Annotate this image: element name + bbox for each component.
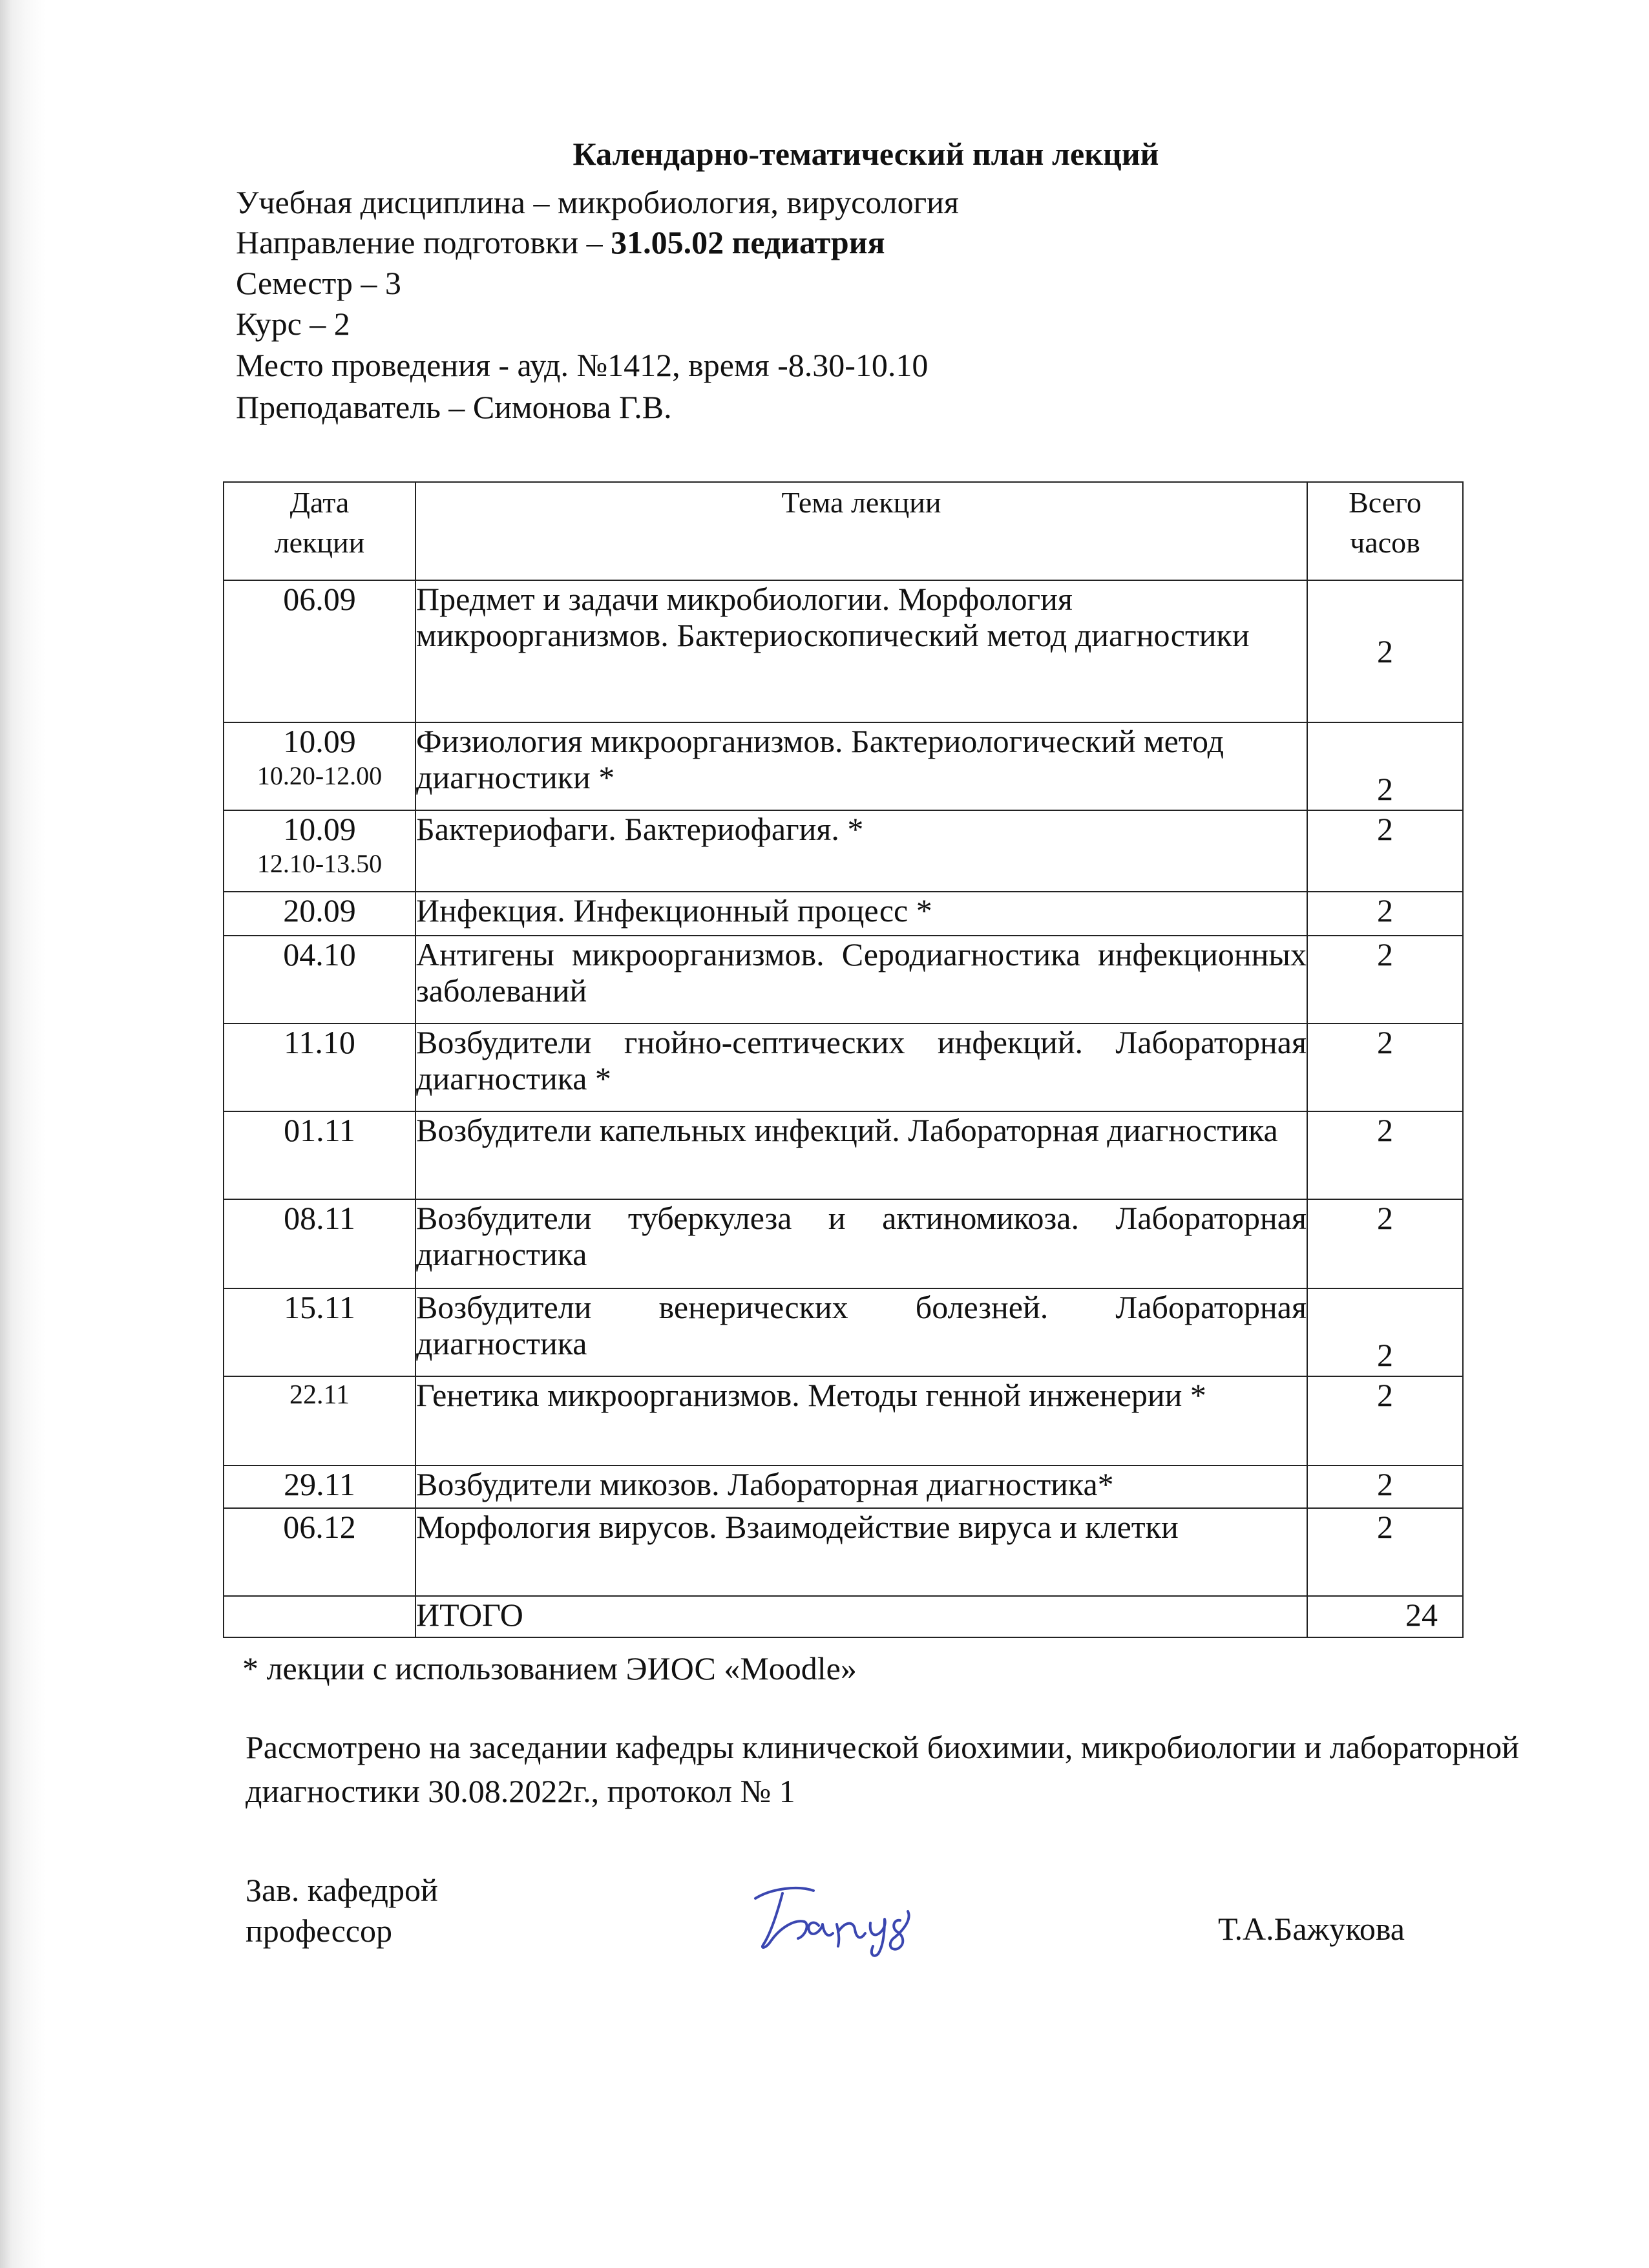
row-date: 22.11 [224,1376,415,1465]
header-date: Дата лекции [224,482,415,580]
teacher-line: Преподаватель – Симонова Г.В. [236,389,672,425]
row-hours: 2 [1307,1199,1463,1288]
row-hours: 2 [1307,580,1463,722]
table-row [224,936,1463,1024]
row-hours: 2 [1307,1508,1463,1596]
total-row [224,1596,1463,1637]
document-title: Календарно-тематический план лекций [572,136,1159,172]
row-hours: 2 [1307,1024,1463,1111]
place-time-line: Место проведения - ауд. №1412, время -8.30-10.10 [236,347,929,383]
table-row [224,580,1463,722]
scan-edge-shadow [0,0,45,2268]
row-topic: Физиология микроорганизмов. Бактериологический метод диагностики * [415,722,1307,810]
row-topic: Возбудители туберкулеза и актиномикоза. Лабораторная диагностика [415,1199,1307,1288]
table-header-row [224,482,1463,580]
row-hours: 2 [1307,1376,1463,1465]
table-row [224,1508,1463,1596]
row-topic: Антигены микроорганизмов. Серодиагностика инфекционных заболеваний [415,936,1307,1024]
row-date: 10.09 12.10-13.50 [224,810,415,892]
header-hours: Всего часов [1307,482,1463,580]
table-row [224,1199,1463,1288]
lecture-plan-table [223,481,1464,1638]
row-hours: 2 [1307,722,1463,810]
footnote: * лекции с использованием ЭИОС «Moodle» [242,1650,857,1686]
handwritten-signature [746,1874,960,1958]
row-hours: 2 [1307,1288,1463,1376]
row-topic: Возбудители микозов. Лабораторная диагностика* [415,1465,1307,1508]
course-line: Курс – 2 [236,306,350,342]
row-topic: Возбудители гнойно-септических инфекций. Лабораторная диагностика * [415,1024,1307,1111]
signer-name: Т.А.Бажукова [1218,1911,1405,1947]
row-date: 10.09 10.20-12.00 [224,722,415,810]
row-hours: 2 [1307,936,1463,1024]
signoff-rank: профессор [246,1913,392,1949]
direction-line [236,223,885,262]
row-date: 15.11 [224,1288,415,1376]
header-topic: Тема лекции [415,482,1307,580]
total-date [224,1596,415,1637]
row-date: 29.11 [224,1465,415,1508]
row-topic: Инфекция. Инфекционный процесс * [415,892,1307,936]
row-time: 12.10-13.50 [257,849,383,878]
direction-prefix: Направление подготовки – [236,224,611,260]
table-row [224,1111,1463,1199]
row-date: 04.10 [224,936,415,1024]
table-row [224,1465,1463,1508]
row-date: 20.09 [224,892,415,936]
semester-line: Семестр – 3 [236,265,401,301]
row-hours: 2 [1307,892,1463,936]
discipline-line: Учебная дисциплина – микробиология, вирусология [236,184,959,220]
direction-value: 31.05.02 педиатрия [611,224,885,260]
table-row [224,1288,1463,1376]
total-hours: 24 [1307,1596,1463,1637]
row-hours: 2 [1307,1111,1463,1199]
row-topic: Возбудители капельных инфекций. Лабораторная диагностика [415,1111,1307,1199]
row-time: 10.20-12.00 [257,761,383,790]
row-topic: Возбудители венерических болезней. Лабораторная диагностика [415,1288,1307,1376]
row-hours: 2 [1307,810,1463,892]
signoff-position: Зав. кафедрой [246,1872,438,1908]
row-topic: Морфология вирусов. Взаимодействие вируса и клетки [415,1508,1307,1596]
table-row [224,1376,1463,1465]
row-date: 01.11 [224,1111,415,1199]
table-row [224,892,1463,936]
row-date: 06.09 [224,580,415,722]
table-row [224,810,1463,892]
total-label: ИТОГО [415,1596,1307,1637]
row-topic: Генетика микроорганизмов. Методы генной инженерии * [415,1376,1307,1465]
approval-note: Рассмотрено на заседании кафедры клинической биохимии, микробиологии и лабораторной диагностики 30.08.2022г., протокол № 1 [246,1729,1519,1809]
row-topic: Предмет и задачи микробиологии. Морфология микроорганизмов. Бактериоскопический метод диагностики [415,580,1307,722]
row-hours: 2 [1307,1465,1463,1508]
row-date: 11.10 [224,1024,415,1111]
table-row [224,722,1463,810]
row-date: 08.11 [224,1199,415,1288]
table-row [224,1024,1463,1111]
row-topic: Бактериофаги. Бактериофагия. * [415,810,1307,892]
row-date: 06.12 [224,1508,415,1596]
